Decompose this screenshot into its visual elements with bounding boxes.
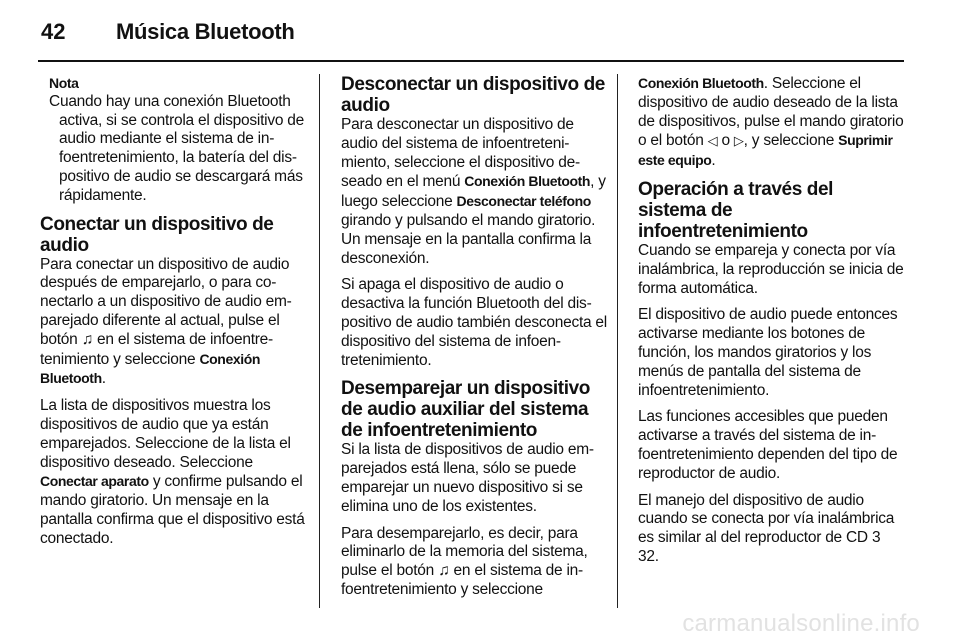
text: 32. [638,547,659,565]
right-arrow-icon: ▷ [733,133,744,149]
page-header [41,14,295,50]
menu-keyword: Desconectar teléfono [456,193,591,210]
left-arrow-icon: ◁ [707,133,718,149]
paragraph [40,256,306,390]
section-heading: Desemparejar un dispositivo de audio auxiliar del sistema de infoentretenimiento [341,378,590,442]
section-heading: Conectar un dispositivo de audio [40,213,274,256]
column-3 [638,74,904,575]
text: El manejo del dispositivo de audio cuando se conecta por vía inalámbrica es similar al del reproductor de CD [638,491,895,547]
paragraph: Las funciones accesibles que pueden activarse a través del sistema de infoentretenimiento dependen del tipo de reproductor de audio. [638,408,898,482]
text: , y seleccione [743,132,835,150]
text: La lista de dispositivos muestra los dispositivos de audio que ya están emparejados. Seleccione de la lista el dispositivo deseado. Seleccione [40,397,291,471]
text: , y luego seleccione [341,173,606,211]
page-title: Música Bluetooth [116,19,295,44]
text: . [711,152,716,170]
menu-keyword: Suprimir este equipo [638,132,893,169]
music-icon: ♫ [438,562,450,580]
text: o [721,132,730,150]
page-number: 42 [41,19,66,44]
paragraph: El dispositivo de audio puede entonces activarse mediante los botones de función, los mandos giratorios y los menús de pantalla del sistema de infoentretenimiento. [638,306,898,399]
page-reference-icon: 3 [871,529,881,547]
section-heading: Operación a través del sistema de infoentretenimiento [638,178,834,242]
column-divider [617,74,618,608]
text: en el sistema de infoentretenimiento y seleccione [40,330,274,368]
text: y confirme pulsando el mando giratorio. Un mensaje en la pantalla confirma que el dispositivo está conectado. [40,473,305,547]
menu-keyword: Conectar aparato [40,473,149,490]
text: Para conectar un dispositivo de audio después de emparejarlo, o para conectarlo a un dispositivo de audio emparejado diferente al actual, pulse el botón [40,255,292,348]
section-heading: Desconectar un dispositivo de audio [341,74,605,116]
music-icon: ♫ [81,330,93,348]
paragraph: Si apaga el dispositivo de audio o desactiva la función Bluetooth del dispositivo de audio también desconecta el dispositivo del sistema de infoentretenimiento. [341,276,607,369]
text: Para desconectar un dispositivo de audio del sistema de infoentretenimiento, seleccione el dispositivo deseado en el menú [341,116,581,191]
text: Para desemparejarlo, es decir, para eliminarlo de la memoria del sistema, pulse el botón [341,524,588,580]
menu-keyword: Conexión Bluetooth [40,350,261,387]
text: girando y pulsando el mando giratorio. Un mensaje en la pantalla confirma la desconexión. [341,211,596,267]
paragraph [638,492,904,567]
header-rule [38,60,904,62]
note-label: Nota [49,75,79,91]
column-divider [319,74,320,608]
paragraph: Si la lista de dispositivos de audio emparejados está llena, sólo se puede emparejar un nuevo dispositivo si se elimina uno de los existentes. [341,441,595,515]
text: . [101,370,106,388]
paragraph: Cuando se empareja y conecta por vía inalámbrica, la reproducción se inicia de forma automática. [638,241,904,297]
column-1 [40,74,306,557]
text: en el sistema de infoentretenimiento y seleccione [341,562,584,598]
note-box [49,74,306,206]
note-text: Cuando hay una conexión Bluetooth activa, si se controla el dispositivo de audio mediante el sistema de infoentretenimiento, la batería del dispositivo de audio se descargará más rápidamente. [49,92,305,204]
column-2 [341,74,607,608]
paragraph [341,116,607,268]
paragraph [341,525,607,600]
menu-keyword: Conexión Bluetooth [464,173,591,190]
paragraph [638,74,904,171]
watermark: carmanualsonline.info [682,610,920,637]
text: . Seleccione el dispositivo de audio deseado de la lista de dispositivos, pulse el mando giratorio o el botón [638,75,904,150]
paragraph [40,397,306,548]
menu-keyword: Conexión Bluetooth [638,75,764,91]
